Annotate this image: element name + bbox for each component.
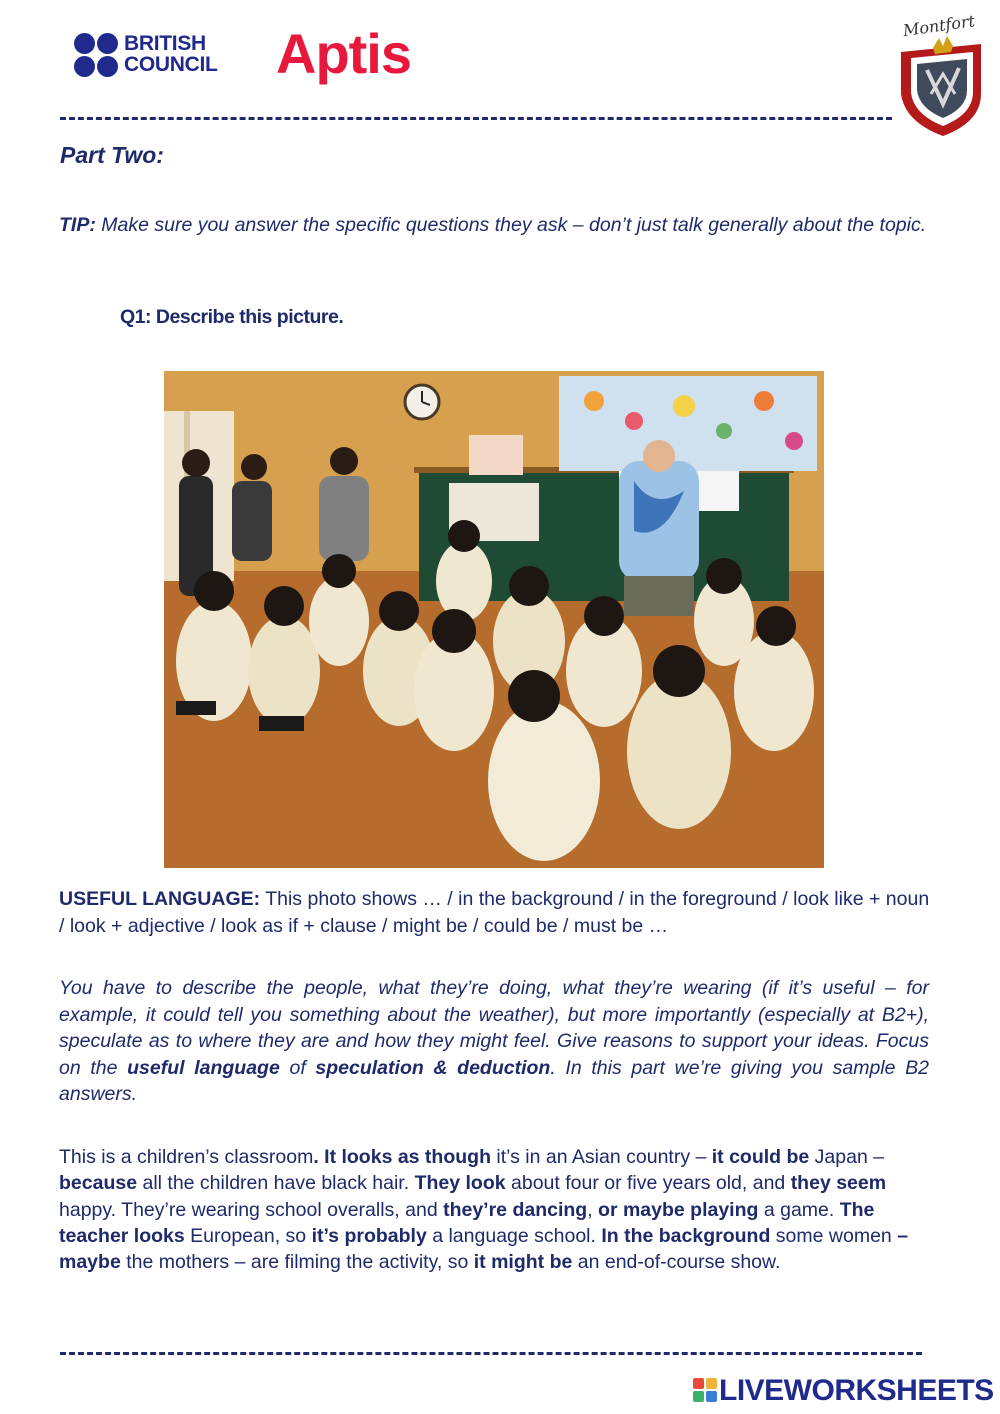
answer-text: an end-of-course show. — [572, 1251, 781, 1274]
answer-text: all the children have black hair. — [137, 1172, 415, 1195]
answer-text: about four or five years old, and — [505, 1172, 791, 1195]
tip-text: Make sure you answer the specific questions they ask – don’t just talk generally about the topic. — [95, 214, 927, 236]
answer-phrase: it might be — [473, 1251, 573, 1274]
answer-text: This is a children’s classroom — [59, 1146, 314, 1168]
answer-text: some women — [770, 1224, 898, 1247]
liveworksheets-grid-icon — [693, 1378, 717, 1402]
answer-phrase: or maybe playing — [598, 1198, 759, 1221]
divider-top — [60, 117, 892, 120]
question-heading: Q1: Describe this picture. — [120, 306, 344, 328]
answer-phrase: they’re dancing — [443, 1198, 588, 1221]
answer-text: the mothers – are filming the activity, so — [120, 1251, 474, 1274]
instructions-paragraph — [59, 975, 929, 1108]
answer-text: a game. — [758, 1198, 840, 1221]
liveworksheets-wordmark: LIVEWORKSHEETS — [719, 1374, 994, 1407]
answer-text: happy. They’re wearing school overalls, and — [59, 1198, 444, 1221]
classroom-photo — [164, 371, 824, 868]
answer-phrase: they seem — [790, 1172, 887, 1195]
answer-phrase: They look — [414, 1172, 506, 1195]
answer-phrase: . It looks as though — [313, 1146, 491, 1168]
british-council-dots-icon — [74, 33, 120, 79]
instructions-emphasis: useful language — [127, 1056, 280, 1079]
divider-bottom — [60, 1352, 922, 1355]
answer-text: Japan – — [809, 1146, 885, 1168]
crest-signature: Montfort — [901, 11, 977, 41]
part-title: Part Two: — [60, 142, 164, 168]
answer-phrase: it could be — [711, 1146, 810, 1168]
useful-language-label: USEFUL LANGUAGE: — [59, 888, 261, 910]
instructions-text: of — [279, 1056, 316, 1079]
sample-answer-paragraph — [59, 1144, 929, 1275]
answer-phrase: it’s probably — [311, 1224, 427, 1247]
instructions-text: . In this part we’re giving you sample B2 answers. — [59, 1056, 929, 1105]
british-council-logo — [74, 33, 234, 79]
useful-language-paragraph — [59, 886, 939, 940]
answer-phrase: because — [59, 1172, 138, 1195]
answer-text: it’s in an Asian country – — [490, 1146, 712, 1168]
montfort-crest-logo — [893, 8, 989, 144]
tip-paragraph — [59, 212, 929, 239]
british-council-wordmark: BRITISH COUNCIL — [124, 32, 218, 76]
answer-phrase: The teacher looks — [59, 1198, 875, 1247]
clock-icon — [405, 385, 439, 419]
aptis-logo: Aptis — [276, 22, 411, 85]
tip-label: TIP: — [59, 214, 96, 236]
answer-text: a language school. — [426, 1224, 602, 1247]
answer-text: , — [587, 1198, 599, 1221]
useful-language-text: This photo shows … / in the background / in the foreground / look like + noun / look + adjective / look as if + clause / might be / could be / must be … — [59, 888, 930, 937]
instructions-text: You have to describe the people, what they’re doing, what they’re wearing (if it’s useful – for example, it could tell you something about the weather), but more importantly (especially at B2+), speculate as to where they are and how they might feel. Give reasons to support your ideas. Focus on the — [59, 977, 929, 1079]
instructions-emphasis: speculation & deduction — [315, 1056, 551, 1079]
answer-text: European, so — [184, 1224, 312, 1247]
answer-phrase: In the background — [601, 1224, 771, 1247]
answer-phrase: – maybe — [59, 1224, 909, 1274]
